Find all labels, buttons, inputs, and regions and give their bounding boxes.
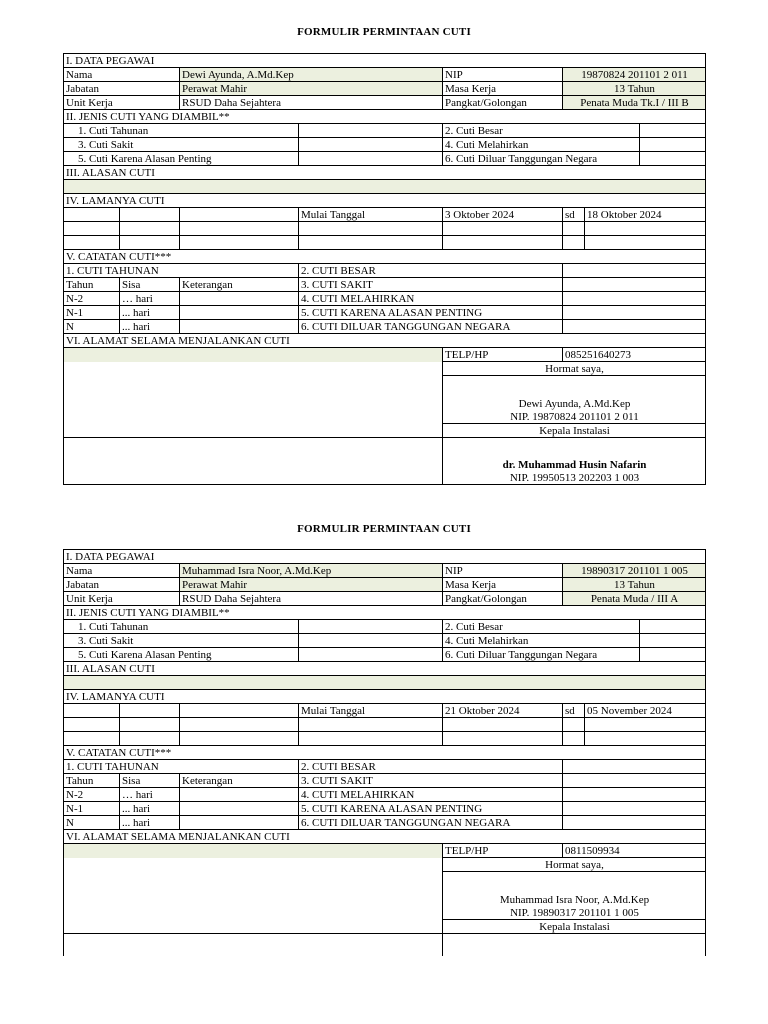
signature-space <box>443 934 706 957</box>
duration-cell <box>64 222 120 236</box>
start-date-label: Mulai Tanggal <box>299 208 443 222</box>
important-leave-label: 5. CUTI KARENA ALASAN PENTING <box>299 306 563 320</box>
nama-value: Muhammad Isra Noor, A.Md.Kep <box>180 564 443 578</box>
duration-cell <box>120 732 180 746</box>
telp-value: 085251640273 <box>563 348 706 362</box>
duration-cell <box>180 718 299 732</box>
pangkat-label: Pangkat/Golongan <box>443 96 563 110</box>
leave-type-check[interactable] <box>640 152 706 166</box>
signature-space <box>443 872 706 890</box>
note-cell <box>563 264 706 278</box>
address-field[interactable] <box>64 348 443 362</box>
duration-cell <box>443 222 563 236</box>
annual-leave-label: 1. CUTI TAHUNAN <box>64 760 299 774</box>
keterangan-header: Keterangan <box>180 278 299 292</box>
unpaid-leave-label: 6. CUTI DILUAR TANGGUNGAN NEGARA <box>299 816 563 830</box>
leave-type-check[interactable] <box>640 634 706 648</box>
tahun-header: Tahun <box>64 774 120 788</box>
masa-kerja-label: Masa Kerja <box>443 578 563 592</box>
regards-text: Hormat saya, <box>443 858 706 872</box>
duration-cell <box>585 222 706 236</box>
telp-label: TELP/HP <box>443 844 563 858</box>
duration-cell <box>563 718 585 732</box>
duration-cell <box>120 208 180 222</box>
remark-cell <box>180 816 299 830</box>
leave-type-check[interactable] <box>640 620 706 634</box>
sick-leave-label: 3. CUTI SAKIT <box>299 278 563 292</box>
leave-type-check[interactable] <box>640 138 706 152</box>
reason-field[interactable] <box>64 676 706 690</box>
approval-box <box>64 438 443 485</box>
remaining-cell: ... hari <box>120 320 180 334</box>
year-cell: N <box>64 320 120 334</box>
end-date-value: 05 November 2024 <box>585 704 706 718</box>
nama-label: Nama <box>64 68 180 82</box>
note-cell <box>563 292 706 306</box>
start-date-label: Mulai Tanggal <box>299 704 443 718</box>
signer-nip: NIP. 19870824 201101 2 011 <box>443 410 706 424</box>
duration-cell <box>64 718 120 732</box>
remaining-cell: ... hari <box>120 802 180 816</box>
leave-type-check[interactable] <box>640 124 706 138</box>
sd-label: sd <box>563 208 585 222</box>
section-header: I. DATA PEGAWAI <box>64 54 706 68</box>
telp-label: TELP/HP <box>443 348 563 362</box>
leave-type-option: 6. Cuti Diluar Tanggungan Negara <box>443 648 640 662</box>
leave-type-check[interactable] <box>299 138 443 152</box>
telp-value: 0811509934 <box>563 844 706 858</box>
nip-value: 19870824 201101 2 011 <box>563 68 706 82</box>
section-header: VI. ALAMAT SELAMA MENJALANKAN CUTI <box>64 830 706 844</box>
sisa-header: Sisa <box>120 278 180 292</box>
leave-type-check[interactable] <box>299 152 443 166</box>
year-cell: N-1 <box>64 306 120 320</box>
leave-type-option: 5. Cuti Karena Alasan Penting <box>64 152 299 166</box>
duration-cell <box>120 222 180 236</box>
maternity-leave-label: 4. CUTI MELAHIRKAN <box>299 292 563 306</box>
remark-cell <box>180 802 299 816</box>
maternity-leave-label: 4. CUTI MELAHIRKAN <box>299 788 563 802</box>
duration-cell <box>64 208 120 222</box>
duration-cell <box>299 732 443 746</box>
section-header: IV. LAMANYA CUTI <box>64 690 706 704</box>
duration-cell <box>120 236 180 250</box>
note-cell <box>563 802 706 816</box>
section-header: IV. LAMANYA CUTI <box>64 194 706 208</box>
section-header: I. DATA PEGAWAI <box>64 550 706 564</box>
nip-value: 19890317 201101 1 005 <box>563 564 706 578</box>
jabatan-label: Jabatan <box>64 578 180 592</box>
remaining-cell: ... hari <box>120 306 180 320</box>
duration-cell <box>180 732 299 746</box>
leave-type-option: 4. Cuti Melahirkan <box>443 138 640 152</box>
remark-cell <box>180 788 299 802</box>
leave-type-option: 3. Cuti Sakit <box>64 634 299 648</box>
remark-cell <box>180 292 299 306</box>
duration-cell <box>299 718 443 732</box>
head-name: dr. Muhammad Husin Nafarin <box>443 456 706 471</box>
note-cell <box>563 306 706 320</box>
masa-kerja-label: Masa Kerja <box>443 82 563 96</box>
section-header: II. JENIS CUTI YANG DIAMBIL** <box>64 606 706 620</box>
big-leave-label: 2. CUTI BESAR <box>299 760 563 774</box>
duration-cell <box>563 222 585 236</box>
leave-request-form <box>63 53 706 485</box>
signer-name: Muhammad Isra Noor, A.Md.Kep <box>443 889 706 906</box>
duration-cell <box>64 732 120 746</box>
leave-type-option: 6. Cuti Diluar Tanggungan Negara <box>443 152 640 166</box>
note-cell <box>563 278 706 292</box>
duration-cell <box>585 236 706 250</box>
end-date-value: 18 Oktober 2024 <box>585 208 706 222</box>
leave-type-check[interactable] <box>299 634 443 648</box>
sisa-header: Sisa <box>120 774 180 788</box>
section-header: VI. ALAMAT SELAMA MENJALANKAN CUTI <box>64 334 706 348</box>
duration-cell <box>64 704 120 718</box>
note-cell <box>563 816 706 830</box>
sd-label: sd <box>563 704 585 718</box>
duration-cell <box>120 704 180 718</box>
unit-kerja-label: Unit Kerja <box>64 96 180 110</box>
leave-type-option: 4. Cuti Melahirkan <box>443 634 640 648</box>
year-cell: N <box>64 816 120 830</box>
leave-request-form <box>63 549 706 956</box>
remark-cell <box>180 320 299 334</box>
unit-kerja-value: RSUD Daha Sejahtera <box>180 96 443 110</box>
pangkat-value: Penata Muda / III A <box>563 592 706 606</box>
section-header: V. CATATAN CUTI*** <box>64 250 706 264</box>
duration-cell <box>299 236 443 250</box>
section-header: III. ALASAN CUTI <box>64 662 706 676</box>
head-title: Kepala Instalasi <box>443 920 706 934</box>
leave-type-check[interactable] <box>640 648 706 662</box>
leave-type-option: 2. Cuti Besar <box>443 124 640 138</box>
leave-type-option: 2. Cuti Besar <box>443 620 640 634</box>
address-box[interactable] <box>64 362 443 438</box>
jabatan-value: Perawat Mahir <box>180 578 443 592</box>
duration-cell <box>299 222 443 236</box>
year-cell: N-2 <box>64 292 120 306</box>
pangkat-label: Pangkat/Golongan <box>443 592 563 606</box>
duration-cell <box>443 718 563 732</box>
duration-cell <box>180 208 299 222</box>
head-nip: NIP. 19950513 202203 1 003 <box>443 471 706 485</box>
address-box[interactable] <box>64 858 443 934</box>
tahun-header: Tahun <box>64 278 120 292</box>
head-title: Kepala Instalasi <box>443 424 706 438</box>
form-title: FORMULIR PERMINTAAN CUTI <box>297 523 471 535</box>
nip-label: NIP <box>443 564 563 578</box>
section-header: III. ALASAN CUTI <box>64 166 706 180</box>
reason-field[interactable] <box>64 180 706 194</box>
duration-cell <box>120 718 180 732</box>
section-header: V. CATATAN CUTI*** <box>64 746 706 760</box>
duration-cell <box>180 236 299 250</box>
signature-space <box>443 376 706 394</box>
unit-kerja-label: Unit Kerja <box>64 592 180 606</box>
duration-cell <box>64 236 120 250</box>
form-title: FORMULIR PERMINTAAN CUTI <box>297 26 471 38</box>
nama-label: Nama <box>64 564 180 578</box>
note-cell <box>563 760 706 774</box>
remark-cell <box>180 306 299 320</box>
unpaid-leave-label: 6. CUTI DILUAR TANGGUNGAN NEGARA <box>299 320 563 334</box>
unit-kerja-value: RSUD Daha Sejahtera <box>180 592 443 606</box>
leave-type-check[interactable] <box>299 648 443 662</box>
jabatan-label: Jabatan <box>64 82 180 96</box>
annual-leave-label: 1. CUTI TAHUNAN <box>64 264 299 278</box>
duration-cell <box>443 236 563 250</box>
duration-cell <box>180 222 299 236</box>
address-field[interactable] <box>64 844 443 858</box>
leave-type-option: 1. Cuti Tahunan <box>64 124 299 138</box>
start-date-value: 3 Oktober 2024 <box>443 208 563 222</box>
duration-cell <box>563 732 585 746</box>
start-date-value: 21 Oktober 2024 <box>443 704 563 718</box>
duration-cell <box>585 718 706 732</box>
duration-cell <box>443 732 563 746</box>
big-leave-label: 2. CUTI BESAR <box>299 264 563 278</box>
remaining-cell: ... hari <box>120 816 180 830</box>
regards-text: Hormat saya, <box>443 362 706 376</box>
leave-type-option: 1. Cuti Tahunan <box>64 620 299 634</box>
nama-value: Dewi Ayunda, A.Md.Kep <box>180 68 443 82</box>
remaining-cell: … hari <box>120 292 180 306</box>
masa-kerja-value: 13 Tahun <box>563 82 706 96</box>
duration-cell <box>563 236 585 250</box>
duration-cell <box>585 732 706 746</box>
note-cell <box>563 320 706 334</box>
duration-cell <box>180 704 299 718</box>
masa-kerja-value: 13 Tahun <box>563 578 706 592</box>
nip-label: NIP <box>443 68 563 82</box>
leave-type-option: 5. Cuti Karena Alasan Penting <box>64 648 299 662</box>
jabatan-value: Perawat Mahir <box>180 82 443 96</box>
signer-name: Dewi Ayunda, A.Md.Kep <box>443 393 706 410</box>
year-cell: N-1 <box>64 802 120 816</box>
leave-type-check[interactable] <box>299 124 443 138</box>
note-cell <box>563 774 706 788</box>
leave-type-option: 3. Cuti Sakit <box>64 138 299 152</box>
note-cell <box>563 788 706 802</box>
leave-type-check[interactable] <box>299 620 443 634</box>
keterangan-header: Keterangan <box>180 774 299 788</box>
signature-space <box>443 438 706 457</box>
section-header: II. JENIS CUTI YANG DIAMBIL** <box>64 110 706 124</box>
important-leave-label: 5. CUTI KARENA ALASAN PENTING <box>299 802 563 816</box>
pangkat-value: Penata Muda Tk.I / III B <box>563 96 706 110</box>
approval-box <box>64 934 443 957</box>
signer-nip: NIP. 19890317 201101 1 005 <box>443 906 706 920</box>
year-cell: N-2 <box>64 788 120 802</box>
remaining-cell: … hari <box>120 788 180 802</box>
sick-leave-label: 3. CUTI SAKIT <box>299 774 563 788</box>
